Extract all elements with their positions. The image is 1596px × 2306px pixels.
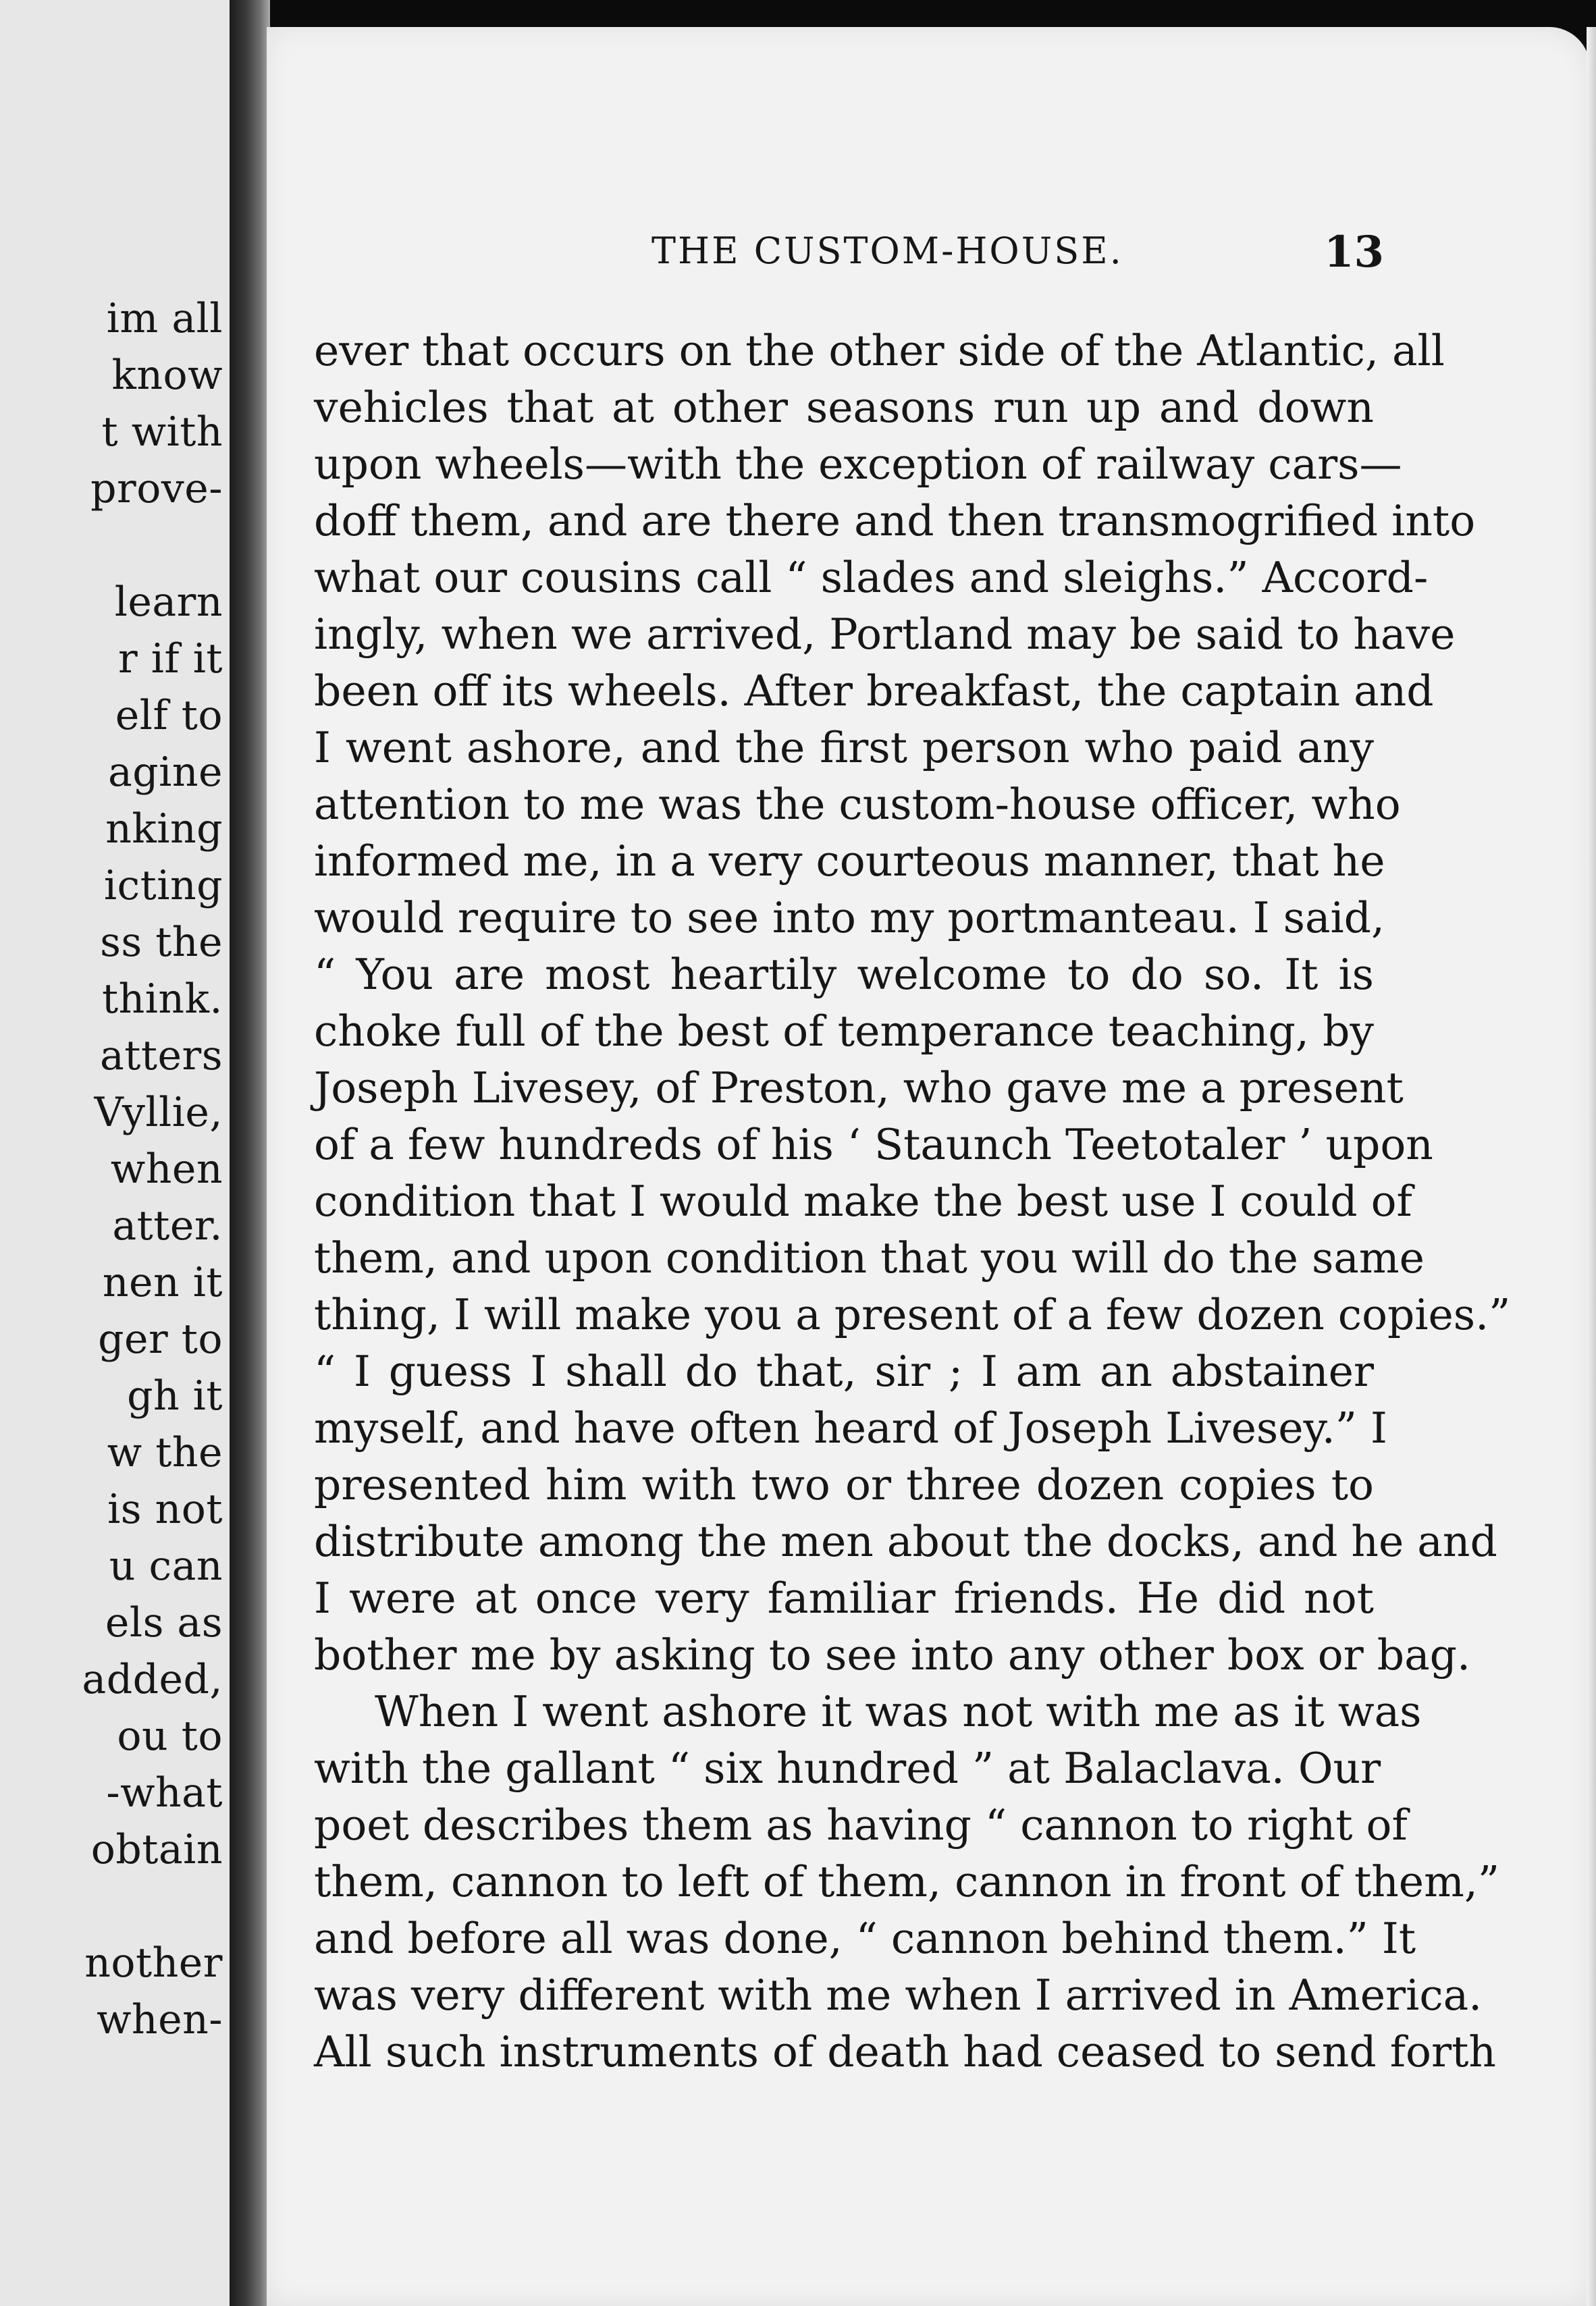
running-head: THE CUSTOM-HOUSE.	[651, 230, 1123, 272]
previous-page-line: Vyllie,	[94, 1089, 223, 1136]
text-line: attention to me was the custom-house officer, who	[314, 780, 1401, 829]
previous-page-line: nen it	[102, 1259, 223, 1306]
text-line: “ You are most heartily welcome to do so. It is	[314, 950, 1374, 999]
text-line: choke full of the best of temperance teaching, by	[314, 1007, 1374, 1056]
text-line: presented him with two or three dozen copies to	[314, 1460, 1374, 1509]
previous-page-line: els as	[105, 1599, 223, 1646]
text-line: them, cannon to left of them, cannon in front of them,”	[314, 1857, 1500, 1906]
text-line: ever that occurs on the other side of the Atlantic, all	[314, 326, 1445, 375]
page-number: 13	[1324, 227, 1385, 277]
previous-page-line: icting	[103, 862, 223, 909]
previous-page-line: when	[110, 1146, 223, 1193]
previous-page-line: elf to	[115, 692, 223, 739]
previous-page-line: atters	[100, 1032, 223, 1079]
previous-page-line: ger to	[98, 1316, 223, 1363]
text-line: myself, and have often heard of Joseph Livesey.” I	[314, 1403, 1387, 1453]
text-line: and before all was done, “ cannon behind them.” It	[314, 1914, 1416, 1963]
text-line: what our cousins call “ slades and sleighs.” Accord-	[314, 553, 1429, 602]
text-line: bother me by asking to see into any other box or bag.	[314, 1630, 1471, 1680]
previous-page-line: im all	[106, 295, 223, 342]
book-gutter	[230, 0, 270, 2306]
previous-page	[0, 0, 230, 2306]
previous-page-line: ss the	[100, 919, 223, 966]
body-text	[314, 323, 1511, 2081]
page-header	[267, 227, 1385, 284]
text-line: was very different with me when I arrived in America.	[314, 1970, 1483, 2020]
text-line: upon wheels—with the exception of railway cars—	[314, 439, 1402, 489]
text-line: of a few hundreds of his ‘ Staunch Teetotaler ’ upon	[314, 1120, 1433, 1169]
previous-page-line: learn	[114, 579, 223, 626]
previous-page-line: w the	[107, 1429, 223, 1476]
text-line: poet describes them as having “ cannon to right of	[314, 1800, 1408, 1850]
text-line: informed me, in a very courteous manner, that he	[314, 836, 1385, 886]
text-line: condition that I would make the best use I could of	[314, 1177, 1412, 1226]
previous-page-line: nother	[84, 1939, 223, 1987]
previous-page-line: prove-	[90, 465, 223, 512]
text-line: “ I guess I shall do that, sir ; I am an abstainer	[314, 1347, 1374, 1396]
text-line: I were at once very familiar friends. He did not	[314, 1574, 1374, 1623]
current-page	[267, 27, 1590, 2306]
text-line: ingly, when we arrived, Portland may be said to have	[314, 610, 1456, 659]
previous-page-line: obtain	[90, 1826, 223, 1873]
page-edge	[1587, 27, 1596, 2306]
text-line: When I went ashore it was not with me as it was	[375, 1687, 1422, 1736]
previous-page-line: nking	[105, 805, 223, 853]
text-line: Joseph Livesey, of Preston, who gave me a present	[314, 1063, 1404, 1112]
text-line: with the gallant “ six hundred ” at Balaclava. Our	[314, 1744, 1381, 1793]
previous-page-line: atter.	[112, 1202, 223, 1250]
text-line: thing, I will make you a present of a few dozen copies.”	[314, 1290, 1511, 1339]
text-line: vehicles that at other seasons run up and down	[314, 383, 1374, 432]
previous-page-line: added,	[82, 1656, 223, 1703]
previous-page-line: is not	[107, 1486, 223, 1533]
previous-page-line: gh it	[127, 1372, 223, 1420]
previous-page-line: think.	[101, 975, 223, 1023]
previous-page-line: when-	[97, 1996, 223, 2043]
text-line: would require to see into my portmanteau. I said,	[314, 893, 1385, 942]
text-line: distribute among the men about the docks, and he and	[314, 1517, 1497, 1566]
previous-page-line: t with	[101, 408, 223, 456]
text-line: I went ashore, and the first person who paid any	[314, 723, 1374, 772]
previous-page-line: ou to	[117, 1713, 223, 1760]
text-line: been off its wheels. After breakfast, the captain and	[314, 666, 1434, 716]
previous-page-line: u can	[109, 1543, 223, 1590]
text-line: doff them, and are there and then transmogrified into	[314, 496, 1476, 545]
text-line: All such instruments of death had ceased to send forth	[314, 2027, 1496, 2076]
previous-page-line: agine	[107, 749, 223, 796]
previous-page-line: know	[111, 352, 223, 399]
previous-page-line: -what	[106, 1769, 223, 1817]
text-line: them, and upon condition that you will do the same	[314, 1233, 1425, 1283]
previous-page-line: r if it	[117, 635, 223, 682]
